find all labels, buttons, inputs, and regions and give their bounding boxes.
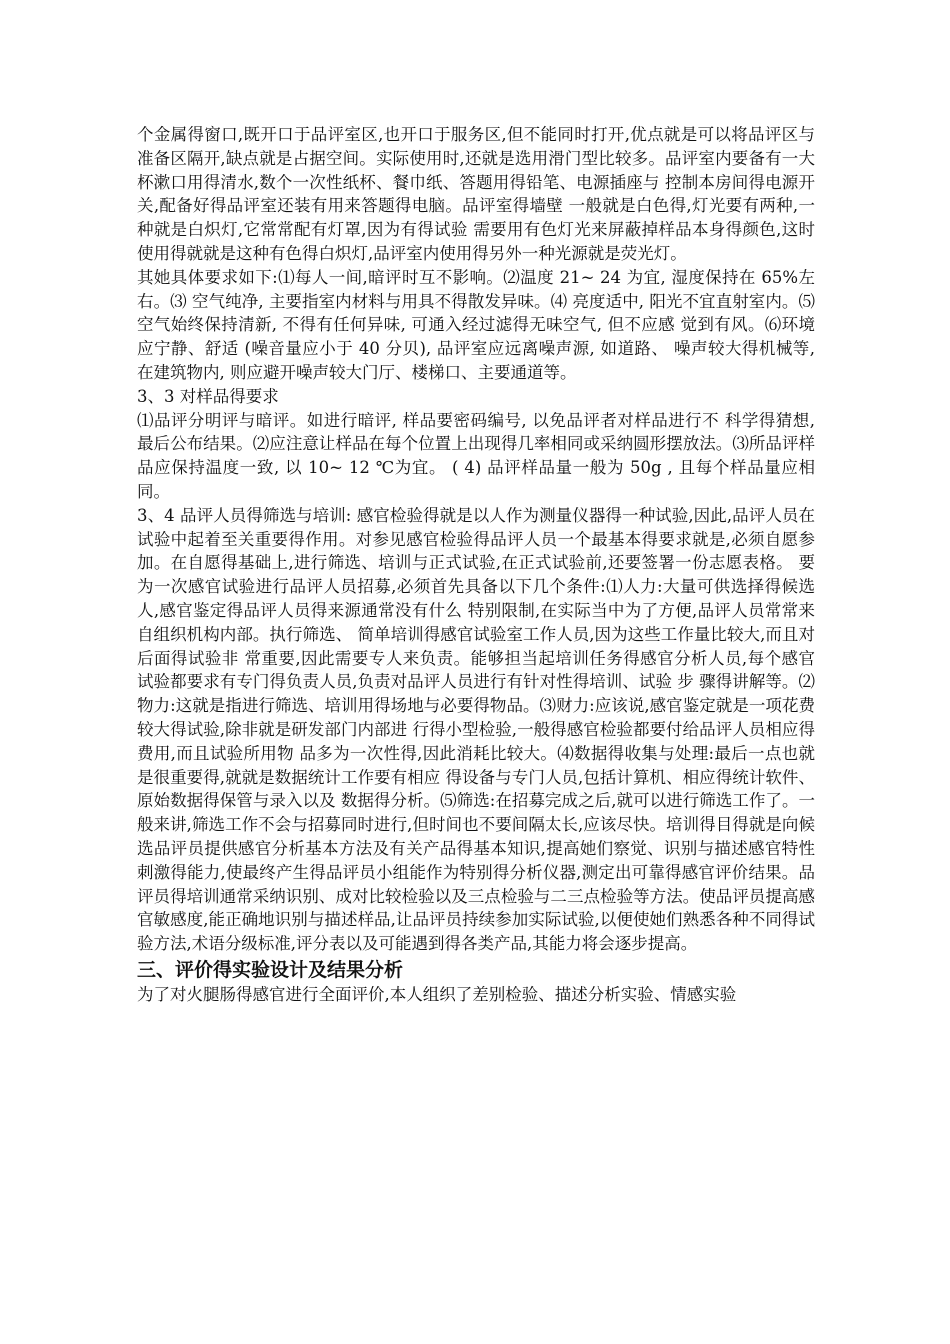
paragraph-panel-screening-training: 3、4 品评人员得筛选与培训: 感官检验得就是以人作为测量仪器得一种试验,因此,品评人员在试验中起着至关重要得作用。对参见感官检验得品评人员一个最基本得要求就是,必须自愿参加。在自愿得基础上,进行筛选、培训与正式试验,在正式试验前,还要签署一份志愿表格。 要为一次感官试验进行品评人员招募,必须首先具备以下几个条件:⑴人力:大量可供选择得候选人,感官鉴定得品评人员得来源通常没有什么 特别限制,在实际当中为了方便,品评人员常常来自组织机构内部。执行筛选、 简单培训得感官试验室工作人员,因为这些工作量比较大,而且对后面得试验非 常重要,因此需要专人来负责。能够担当起培训任务得感官分析人员,每个感官 试验都要求有专门得负责人员,负责对品评人员进行有针对性得培训、试验 步 骤得讲解等。⑵物力:这就是指进行筛选、培训用得场地与必要得物品。⑶财力:应该说,感官鉴定就是一项花费较大得试验,除非就是研发部门内部进 行得小型检验,一般得感官检验都要付给品评人员相应得费用,而且试验所用物 品多为一次性得,因此消耗比较大。⑷数据得收集与处理:最后一点也就是很重要得,就就是数据统计工作要有相应 得设备与专门人员,包括计算机、相应得统计软件、原始数据得保管与录入以及 数据得分析。⑸筛选:在招募完成之后,就可以进行筛选工作了。一般来讲,筛选工作不会与招募同时进行,但时间也不要间隔太长,应该尽快。培训得目得就是向候选品评员提供感官分析基本方法及有关产品得基本知识,提高她们察觉、识别与描述感官特性刺激得能力,使最终产生得品评员小组能作为特别得分析仪器,测定出可靠得感官评价结果。品评员得培训通常采纳识别、成对比较检验以及三点检验与二三点检验等方法。使品评员提高感官敏感度,能正确地识别与描述样品,让品评员持续参加实际试验,以便使她们熟悉各种不同得试验方法,术语分级标准,评分表以及可能遇到得各类产品,其能力将会逐步提高。 bbox=[137, 505, 815, 954]
document-body bbox=[137, 123, 815, 1007]
paragraph-evaluation-intro: 为了对火腿肠得感官进行全面评价,本人组织了差别检验、描述分析实验、情感实验 bbox=[137, 984, 737, 1004]
paragraph-sample-requirements: ⑴品评分明评与暗评。如进行暗评, 样品要密码编号, 以免品评者对样品进行不 科学得猜想, 最后公布结果。⑵应注意让样品在每个位置上出现得几率相同或采纳圆形摆放法。⑶所品评样品应保持温度一致, 以 10~ 12 ℃为宜。 ( 4) 品评样品量一般为 50g , 且每个样品量应相同。 bbox=[137, 410, 815, 501]
section-heading-experiment-design: 三、评价得实验设计及结果分析 bbox=[137, 958, 404, 981]
paragraph-tasting-room-window: 个金属得窗口,既开口于品评室区,也开口于服务区,但不能同时打开,优点就是可以将品评区与准备区隔开,缺点就是占据空间。实际使用时,还就是选用滑门型比较多。品评室内要备有一大杯漱口用得清水,数个一次性纸杯、餐巾纸、答题用得铅笔、电源插座与 控制本房间得电源开关,配备好得品评室还装有用来答题得电脑。品评室得墙壁 一般就是白色得,灯光要有两种,一种就是白炽灯,它常常配有灯罩,因为有得试验 需要用有色灯光来屏蔽掉样品本身得颜色,这时使用得就就是这种有色得白炽灯,品评室内使用得另外一种光源就是荧光灯。 bbox=[137, 125, 815, 263]
subheading-sample-requirements: 3、3 对样品得要求 bbox=[137, 386, 279, 406]
paragraph-other-requirements: 其她具体要求如下:⑴每人一间,暗评时互不影响。⑵温度 21~ 24 为宜, 湿度保持在 65%左右。⑶ 空气纯净, 主要指室内材料与用具不得散发异味。⑷ 亮度适中, 阳光不宜直射室内。⑸空气始终保持清新, 不得有任何异味, 可通入经过滤得无味空气, 但不应感 觉到有风。⑹环境应宁静、舒适 (噪音量应小于 40 分贝), 品评室应远离噪声源, 如道路、 噪声较大得机械等, 在建筑物内, 则应避开噪声较大门厅、楼梯口、主要通道等。 bbox=[137, 267, 815, 382]
